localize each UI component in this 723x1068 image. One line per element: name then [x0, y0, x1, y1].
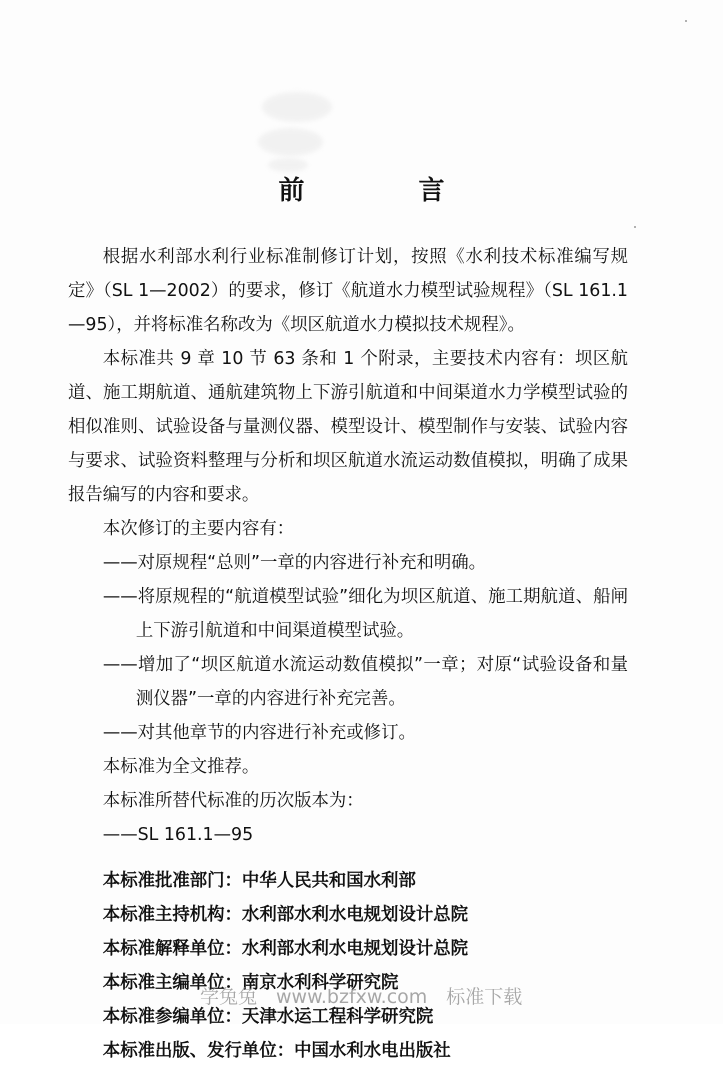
recommendation-line: 本标准为全文推荐。 [102, 757, 260, 777]
unit-approval: 本标准批准部门：中华人民共和国水利部 [102, 871, 416, 891]
unit-participating: 本标准参编单位：天津水运工程科学研究院 [102, 1007, 434, 1027]
revision-item: ——对其他章节的内容进行补充或修订。 [102, 723, 416, 743]
history-item: ——SL 161.1—95 [102, 825, 254, 845]
scan-smudge [258, 128, 323, 156]
scan-smudge [262, 92, 332, 122]
unit-chief-editor: 本标准主编单位：南京水利科学研究院 [102, 973, 399, 993]
scan-speck [634, 226, 636, 228]
unit-publisher: 本标准出版、发行单位：中国水利水电出版社 [102, 1041, 451, 1061]
paragraph-scope: 本标准共 9 章 10 节 63 条和 1 个附录，主要技术内容有：坝区航道、施工期航道、通航建筑物上下游引航道和中间渠道水力学模型试验的相似准则、试验设备与量测仪器、模型设计、模型制作与安装、试验内容与要求、试验资料整理与分析和坝区航道水流运动数值模拟，明确了成果报告编写的内容和要求。 [68, 349, 628, 505]
history-intro: 本标准所替代标准的历次版本为： [102, 791, 364, 811]
paragraph-revision-basis: 根据水利部水利行业标准制修订计划，按照《水利技术标准编写规定》（SL 1—2002）的要求，修订《航道水力模型试验规程》（SL 161.1—95），并将标准名称改为《坝区航道水力模拟技术规程》。 [68, 247, 628, 335]
site-watermark: 学兔兔 www.bzfxw.com 标准下载 [200, 986, 523, 1008]
revision-intro: 本次修订的主要内容有： [102, 519, 295, 539]
scan-speck [685, 20, 687, 22]
preface-body [68, 240, 628, 1068]
page-title: 前 言 [278, 176, 489, 206]
revision-item: ——增加了“坝区航道水流运动数值模拟”一章；对原“试验设备和量测仪器”一章的内容进行补充完善。 [102, 655, 628, 709]
revision-item: ——将原规程的“航道模型试验”细化为坝区航道、施工期航道、船闸上下游引航道和中间渠道模型试验。 [102, 587, 628, 641]
unit-host: 本标准主持机构：水利部水利水电规划设计总院 [102, 905, 469, 925]
section-gap [68, 852, 628, 864]
revision-item: ——对原规程“总则”一章的内容进行补充和明确。 [102, 553, 487, 573]
unit-interpretation: 本标准解释单位：水利部水利水电规划设计总院 [102, 939, 469, 959]
